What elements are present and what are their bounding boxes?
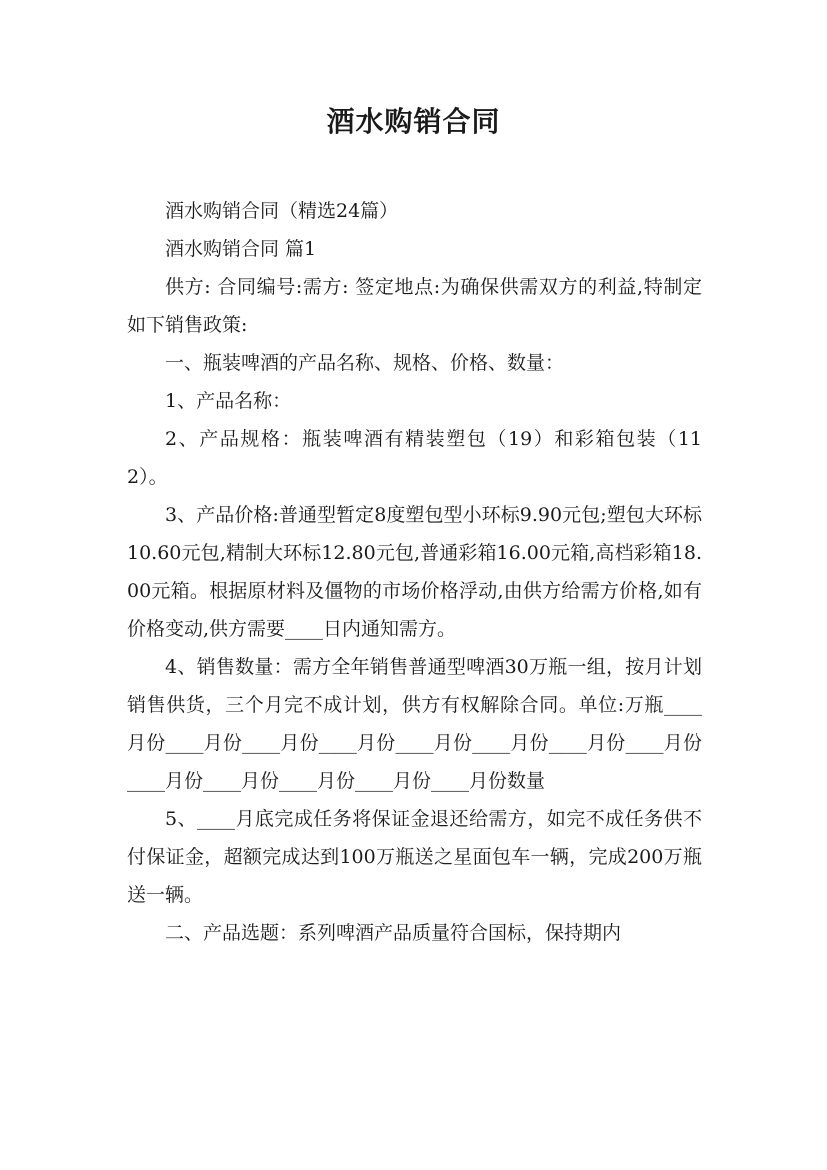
paragraph-deposit: 5、____月底完成任务将保证金退还给需方，如完不成任务供不付保证金，超额完成达到100万瓶送之星面包车一辆，完成200万瓶送一辆。 <box>127 808 702 906</box>
paragraph-subtitle: 酒水购销合同（精选24篇） <box>165 200 399 222</box>
paragraph-sales-quantity: 4、销售数量：需方全年销售普通型啤酒30万瓶一组，按月计划销售供货，三个月完不成计划，供方有权解除合同。单位:万瓶____月份____月份____月份____月份____月份____月份____月份____月份____月份____月份____月份____月份____月份数量 <box>127 656 702 792</box>
paragraph-product-name: 1、产品名称： <box>165 390 292 412</box>
paragraph-clause-2: 二、产品选题：系列啤酒产品质量符合国标，保持期内 <box>165 922 622 944</box>
document-body <box>127 192 702 952</box>
paragraph-product-price: 3、产品价格:普通型暂定8度塑包型小环标9.90元包;塑包大环标10.60元包,精制大环标12.80元包,普通彩箱16.00元箱,高档彩箱18.00元箱。根据原材料及僵物的市场价格浮动,由供方给需方价格,如有价格变动,供方需要____日内通知需方。 <box>127 504 702 640</box>
document-title: 酒水购销合同 <box>326 105 501 138</box>
paragraph-parties: 供方: 合同编号:需方: 签定地点:为确保供需双方的利益,特制定如下销售政策: <box>127 276 702 336</box>
paragraph-section-heading: 酒水购销合同 篇1 <box>165 238 317 260</box>
paragraph-product-spec: 2、产品规格：瓶装啤酒有精装塑包（19）和彩箱包装（112）。 <box>127 428 702 488</box>
paragraph-clause-1: 一、瓶装啤酒的产品名称、规格、价格、数量： <box>165 352 565 374</box>
